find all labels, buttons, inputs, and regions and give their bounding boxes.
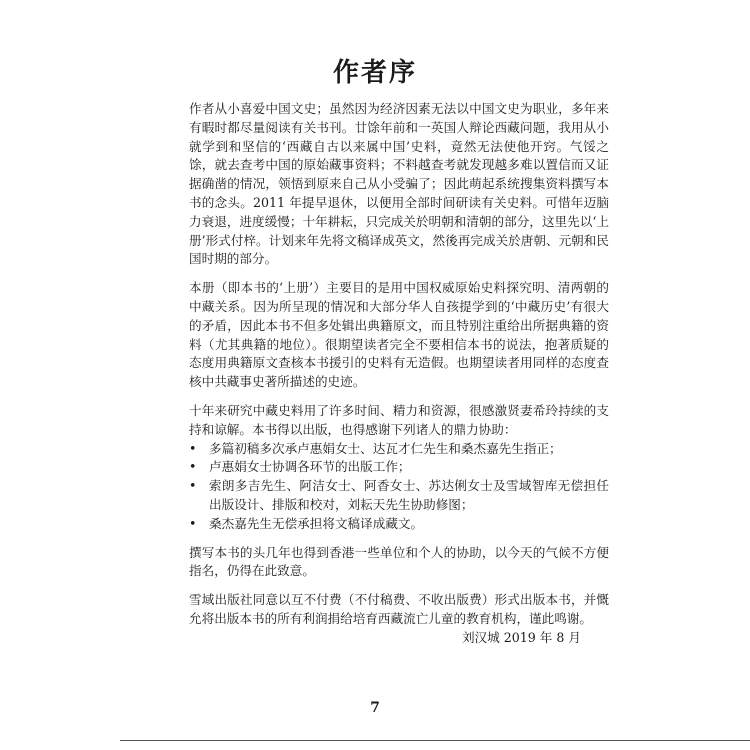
bullet-icon: • bbox=[189, 478, 197, 494]
list-item bbox=[189, 477, 609, 515]
preface-body bbox=[189, 100, 609, 648]
list-item bbox=[189, 440, 609, 459]
bottom-divider bbox=[120, 740, 750, 741]
paragraph-5: 雪域出版社同意以互不付费（不付稿费、不收出版费）形式出版本书，并慨允将出版本书的所有利润捐给培育西藏流亡儿童的教育机构，谨此鸣谢。 bbox=[189, 592, 609, 626]
bullet-icon: • bbox=[189, 515, 197, 531]
list-item-text: 索朗多吉先生、阿洁女士、阿香女士、苏达俐女士及雪域智库无偿担任出版设计、排版和校对，刘耘天先生协助修图； bbox=[209, 478, 609, 512]
paragraph-4: 撰写本书的头几年也得到香港一些单位和个人的协助，以今天的气候不方便指名，仍得在此致意。 bbox=[189, 544, 609, 579]
author-signature: 刘汉城 2019 年 8 月 bbox=[461, 629, 581, 645]
bullet-icon: • bbox=[189, 459, 197, 475]
list-item-text: 卢惠娟女士协调各环节的出版工作； bbox=[209, 459, 411, 475]
bullet-icon: • bbox=[189, 440, 197, 456]
paragraph-3: 十年来研究中藏史料用了许多时间、精力和资源，很感激贤妻希玲持续的支持和谅解。本书得以出版，也得感谢下列诸人的鼎力协助： bbox=[189, 402, 609, 437]
page-title: 作者序 bbox=[332, 58, 417, 88]
acknowledgement-list bbox=[189, 440, 609, 534]
list-item-text: 多篇初稿多次承卢惠娟女士、达瓦才仁先生和桑杰嘉先生指正； bbox=[209, 440, 562, 456]
list-item-text: 桑杰嘉先生无偿承担将文稿译成藏文。 bbox=[209, 515, 424, 531]
list-item bbox=[189, 458, 609, 477]
paragraph-1: 作者从小喜爱中国文史；虽然因为经济因素无法以中国文史为职业，多年来有暇时都尽量阅读有关书刊。廿馀年前和一英国人辩论西藏问题，我用从小就学到和坚信的‘西藏自古以来属中国’史料，竟然无法使他开窍。气馁之馀，就去查考中国的原始藏事资料；不料越查考就发现越多难以置信而又证据确凿的情况，领悟到原来自己从小受骗了；因此萌起系统搜集资料撰写本书的念头。2011 年提早退休，以便用全部时间研读有关史料。可惜年迈脑力衰退，进度缓慢；十年耕耘，只完成关於明朝和清朝的部分，这里先以‘上册’形式付梓。计划来年先将文稿译成英文，然後再完成关於唐朝、元朝和民国时期的部分。 bbox=[189, 101, 609, 267]
page-number: 7 bbox=[370, 700, 380, 716]
list-item bbox=[189, 515, 609, 534]
paragraph-2: 本册（即本书的‘上册’）主要目的是用中国权威原始史料探究明、清两朝的中藏关系。因为所呈现的情况和大部分华人自孩提学到的‘中藏历史’有很大的矛盾，因此本书不但多处辑出典籍原文，而且特别注重给出所据典籍的资料（尤其典籍的地位）。很期望读者完全不要相信本书的说法，抱著质疑的态度用典籍原文查核本书援引的史料有无造假。也期望读者用同样的态度查核中共藏事史著所描述的史迹。 bbox=[189, 280, 609, 390]
